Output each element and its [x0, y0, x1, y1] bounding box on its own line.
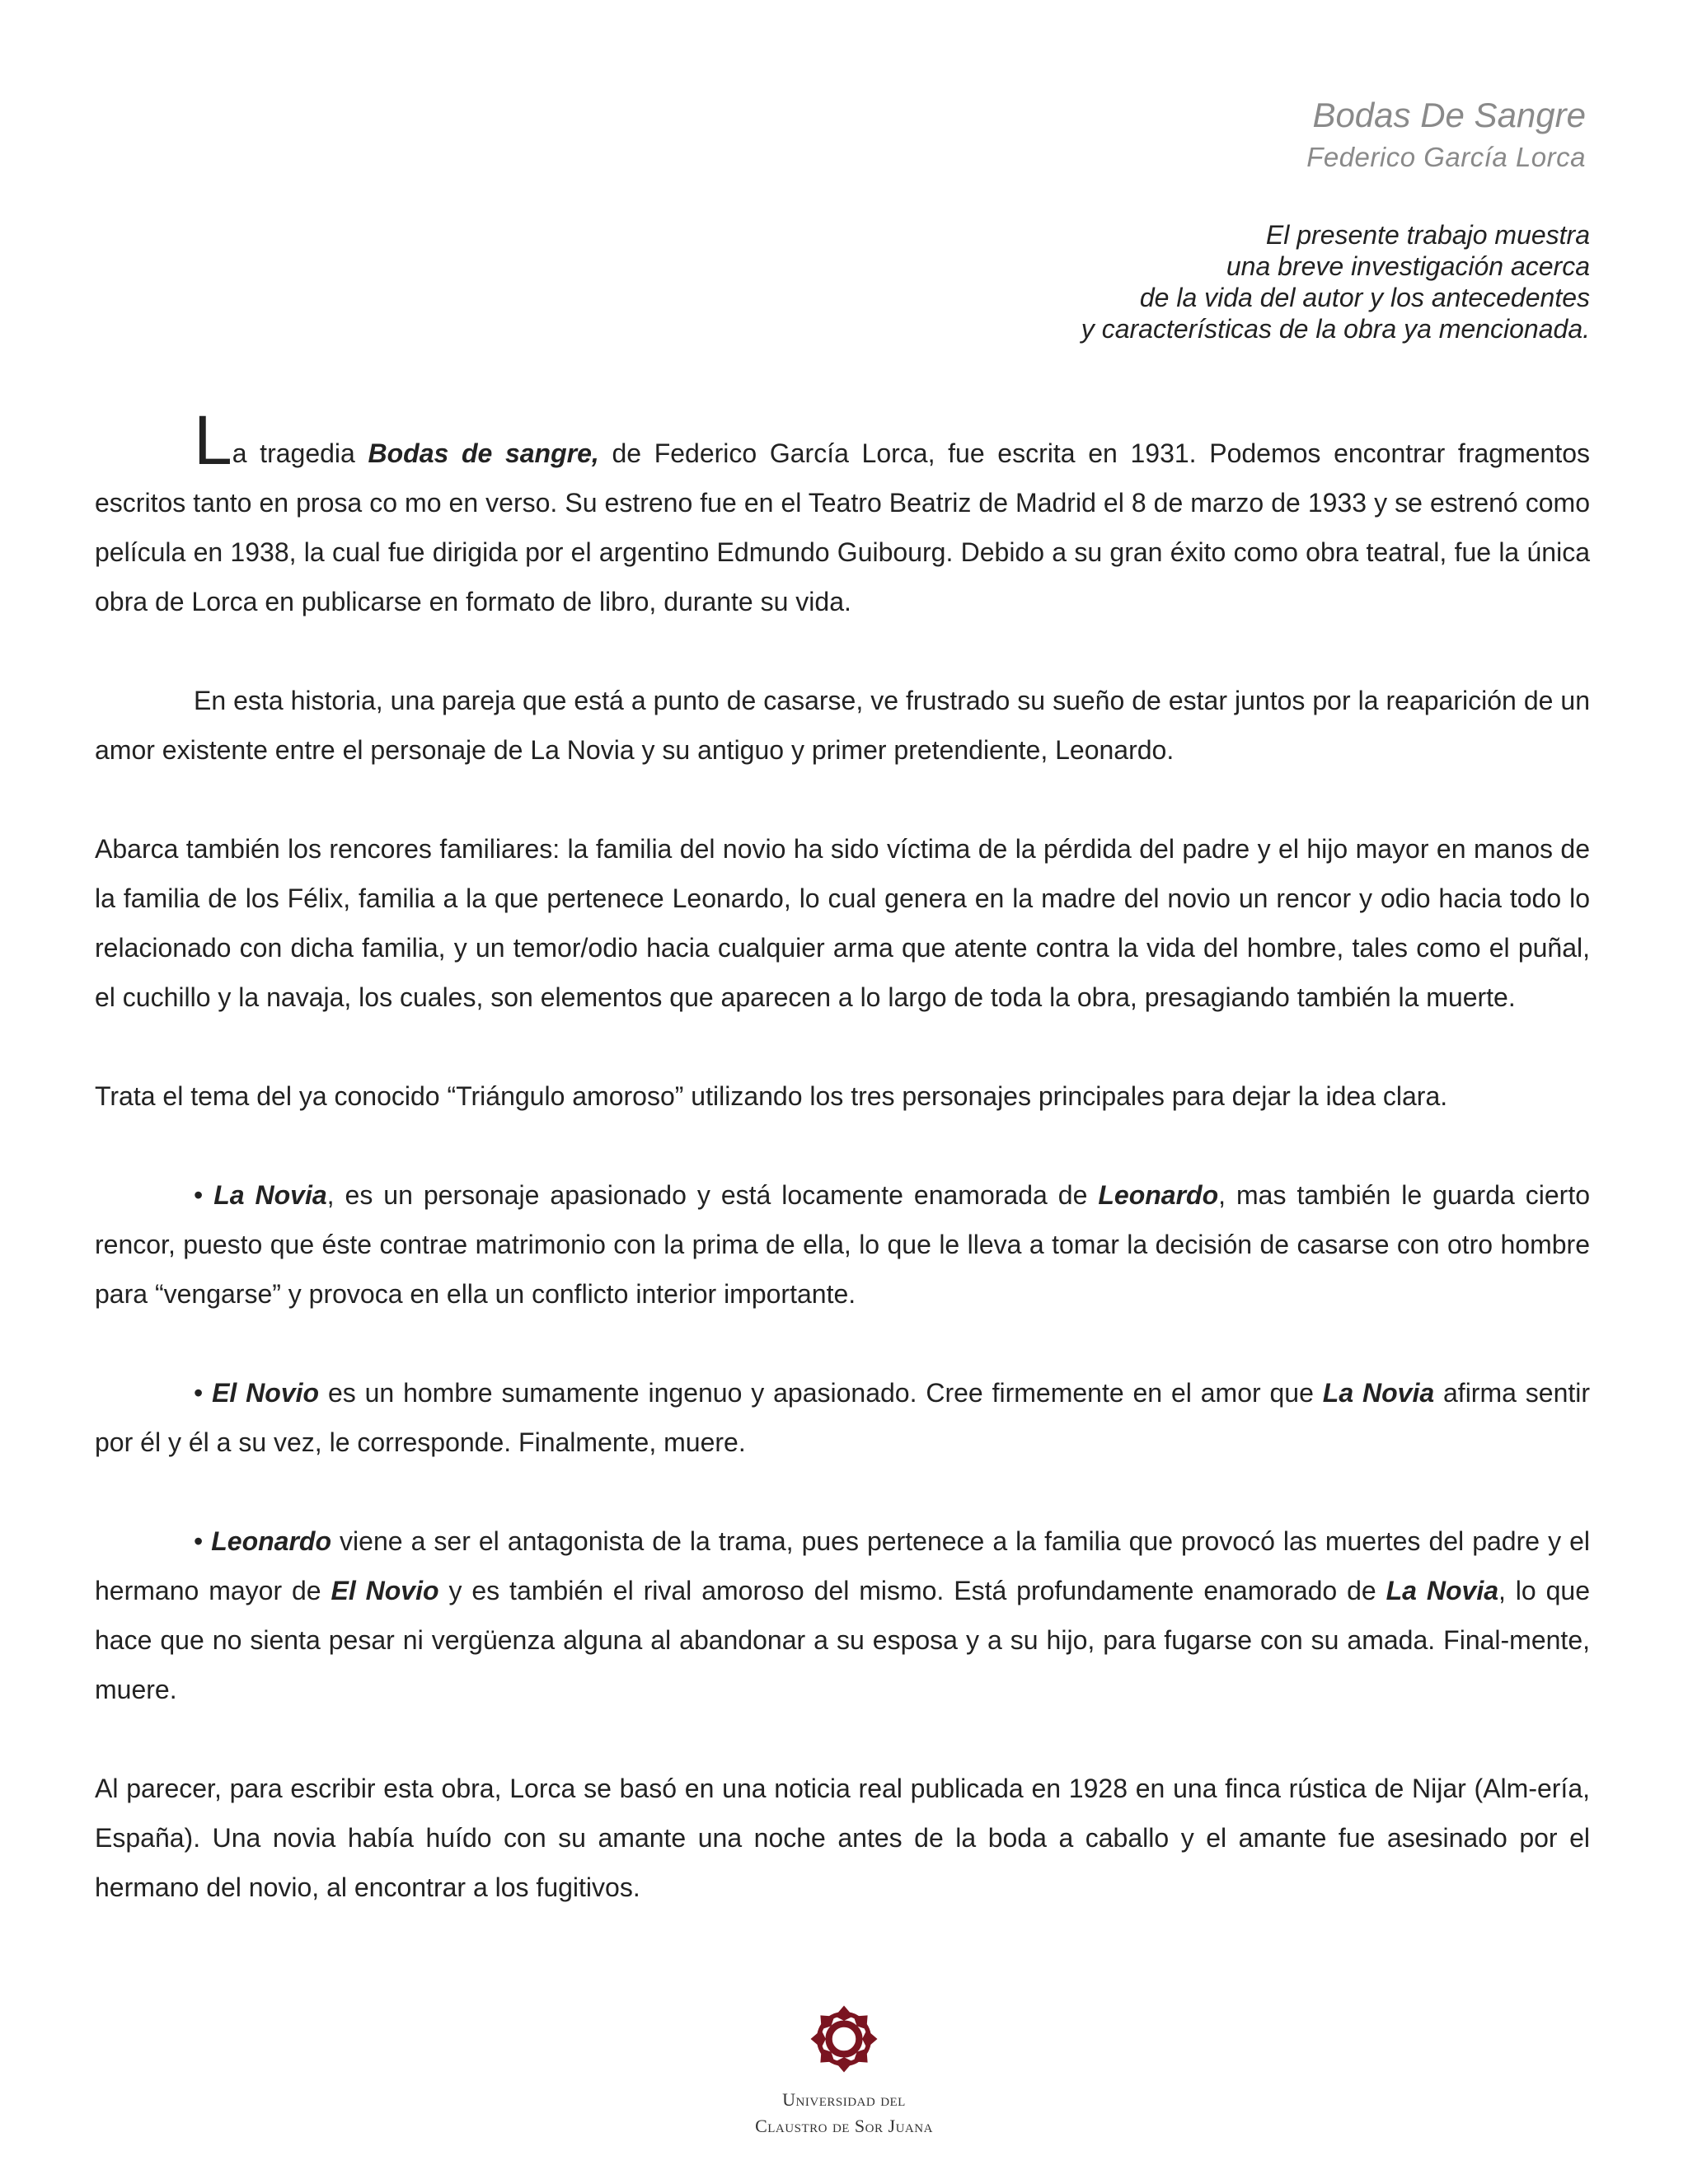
text-span: viene a ser el antagonista de la trama, pues pertenece a la familia que provocó las muertes del padre y el hermano mayor de	[95, 1526, 1591, 1605]
text-span: , es un personaje apasionado y está locamente enamorada de	[326, 1180, 1099, 1210]
character-name: El Novio	[331, 1576, 439, 1605]
character-name: Leonardo	[1098, 1180, 1219, 1210]
paragraph-rencores: Abarca también los rencores familiares: la familia del novio ha sido víctima de la pérdida del padre y el hijo mayor en manos de la familia de los Félix, familia a la que pertenece Leonardo, lo cual genera en la madre del novio un rencor y odio hacia todo lo relacionado con dicha familia, y un temor/odio hacia cualquier arma que atente contra la vida del hombre, tales como el puñal, el cuchillo y la navaja, los cuales, son elementos que aparecen a lo largo de toda la obra, presagiando también la muerte.	[95, 834, 1590, 1012]
text-span: de Federico García Lorca, fue escrita en 1931. Podemos encontrar fragmentos escritos tanto en prosa co mo en verso. Su estreno fue en el Teatro Beatriz de Madrid el 8 de marzo de 1933 y se estrenó como película en 1938, la cual fue dirigida por el argentino Edmundo Guibourg. Debido a su gran éxito como obra teatral, fue la única obra de Lorca en publicarse en formato de libro, durante su vida.	[95, 438, 1591, 616]
paragraph-intro	[95, 401, 1591, 626]
text-span: y es también el rival amoroso del mismo. Está profundamente enamorado de	[438, 1576, 1386, 1605]
bullet-el-novio	[95, 1368, 1590, 1467]
paragraph-origen: Al parecer, para escribir esta obra, Lorca se basó en una noticia real publicada en 1928 en una finca rústica de Nijar (Alm-ería, España). Una novia había huído con su amante una noche antes de la boda a caballo y el amante fue asesinado por el hermano del novio, al encontrar a los fugitivos.	[95, 1774, 1590, 1902]
document-title: Bodas De Sangre	[1312, 96, 1586, 134]
bullet-la-novia	[95, 1170, 1590, 1319]
abstract-line: una breve investigación acerca	[1226, 251, 1590, 281]
text-span: , lo que hace que no sienta pesar ni vergüenza alguna al abandonar a su esposa y a su hijo, para fugarse con su amada. Final-mente, muere.	[95, 1576, 1591, 1704]
text-span: a tragedia	[232, 438, 368, 468]
institution-name-line2: Claustro de Sor Juana	[755, 2116, 933, 2136]
abstract-line: de la vida del autor y los antecedentes	[1139, 283, 1590, 312]
work-title: Bodas de sangre,	[368, 438, 599, 468]
university-logo-icon	[806, 2001, 882, 2077]
character-name: Leonardo	[211, 1526, 332, 1556]
bullet-glyph: •	[194, 1378, 213, 1408]
character-name: La Novia	[213, 1180, 327, 1210]
drop-cap: L	[194, 401, 232, 479]
institution-name-line1: Universidad del	[782, 2089, 906, 2110]
text-span: es un hombre sumamente ingenuo y apasionado. Cree firmemente en el amor que	[319, 1378, 1323, 1408]
paragraph-story: En esta historia, una pareja que está a punto de casarse, ve frustrado su sueño de estar juntos por la reaparición de un amor existente entre el personaje de La Novia y su antiguo y primer pretendiente, Leonardo.	[95, 686, 1590, 765]
document-author: Federico García Lorca	[1306, 142, 1586, 172]
bullet-leonardo	[95, 1516, 1590, 1714]
text-span: , mas también le guarda cierto rencor, puesto que éste contrae matrimonio con la prima de ella, lo que le lleva a tomar la decisión de casarse con otro hombre para “vengarse” y provoca en ella un conflicto interior importante.	[95, 1180, 1591, 1309]
institution-footer	[712, 2001, 976, 2139]
character-name: El Novio	[212, 1378, 320, 1408]
bullet-glyph: •	[194, 1526, 212, 1556]
abstract-line: y características de la obra ya mencionada.	[1081, 314, 1590, 344]
header	[1306, 92, 1586, 176]
paragraph-triangulo: Trata el tema del ya conocido “Triángulo amoroso” utilizando los tres personajes principales para dejar la idea clara.	[95, 1081, 1448, 1111]
character-name: La Novia	[1386, 1576, 1499, 1605]
character-name: La Novia	[1322, 1378, 1435, 1408]
abstract-line: El presente trabajo muestra	[1265, 220, 1590, 250]
body-text	[95, 401, 1591, 1912]
text-span: afirma sentir por él y él a su vez, le corresponde. Finalmente, muere.	[95, 1378, 1591, 1457]
bullet-glyph: •	[194, 1180, 214, 1210]
abstract	[848, 219, 1590, 344]
